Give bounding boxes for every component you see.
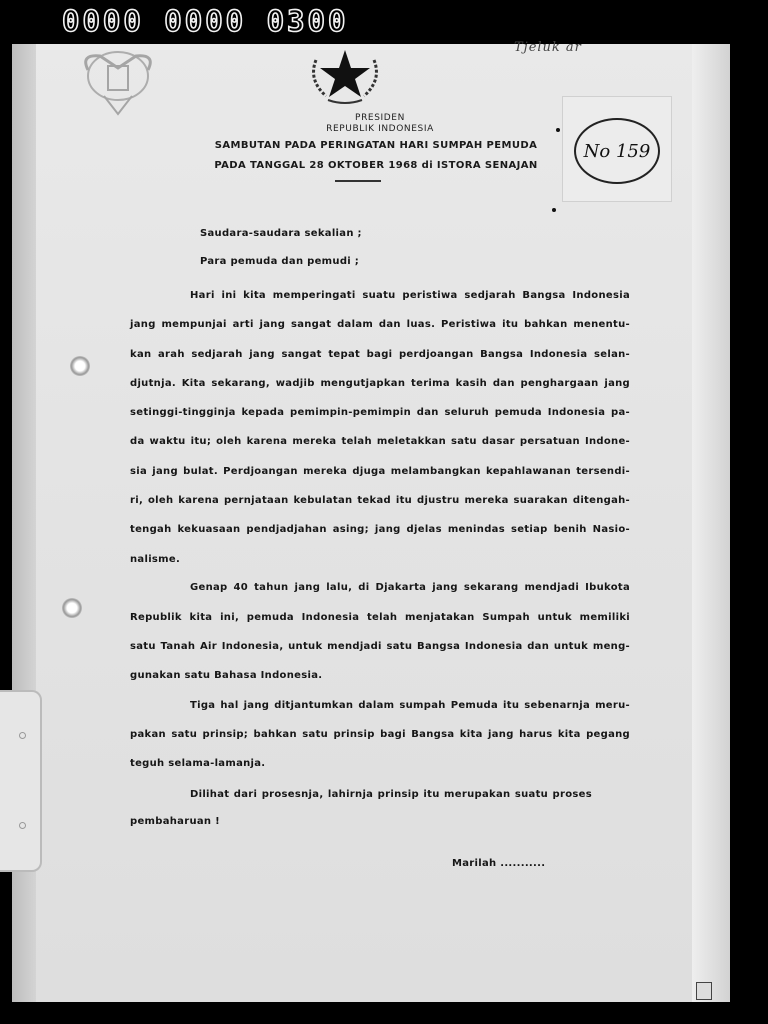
paragraph-line: setinggi-tingginja kepada pemimpin-pemimpin dan seluruh pemuda Indonesia pa-: [130, 407, 630, 418]
archive-number-stamp: No 159: [574, 118, 660, 184]
punch-hole: [62, 598, 82, 618]
continuation-marker: Marilah ...........: [452, 858, 546, 869]
ink-speck: [552, 208, 556, 212]
punch-hole: [70, 356, 90, 376]
clip-rivet: [19, 822, 26, 829]
paragraph-line: Tiga hal jang ditjantumkan dalam sumpah Pemuda itu sebenarnja meru-: [190, 700, 630, 711]
clip-rivet: [19, 732, 26, 739]
paragraph-line: Republik kita ini, pemuda Indonesia telah menjatakan Sumpah untuk memiliki: [130, 612, 630, 623]
salutation: Para pemuda dan pemudi ;: [200, 256, 360, 267]
paragraph-line: pakan satu prinsip; bahkan satu prinsip bagi Bangsa kita jang harus kita pegang: [130, 729, 630, 740]
salutation: Saudara-saudara sekalian ;: [200, 228, 362, 239]
paragraph-line: jang mempunjai arti jang sangat dalam dan luas. Peristiwa itu bahkan menentu-: [130, 319, 630, 330]
handwritten-note: Tjeluk ar: [514, 40, 582, 55]
paragraph-line: teguh selama-lamanja.: [130, 758, 266, 769]
letterhead-republic: REPUBLIK INDONESIA: [326, 124, 434, 134]
paragraph-line: pembaharuan !: [130, 816, 220, 827]
paragraph-line: sia jang bulat. Perdjoangan mereka djuga melambangkan kepahlawanan tersendi-: [130, 466, 630, 477]
paragraph-line: Genap 40 tahun jang lalu, di Djakarta jang sekarang mendjadi Ibukota: [190, 582, 630, 593]
paragraph-line: da waktu itu; oleh karena mereka telah meletakkan satu dasar persatuan Indone-: [130, 436, 630, 447]
paper-right-edge: [690, 44, 730, 1002]
paragraph-line: gunakan satu Bahasa Indonesia.: [130, 670, 323, 681]
presidential-star-seal-icon: [304, 44, 386, 106]
paragraph-line: djutnja. Kita sekarang, wadjib mengutjapkan terima kasih dan penghargaan jang: [130, 378, 630, 389]
paragraph-line: Hari ini kita memperingati suatu peristiwa sedjarah Bangsa Indonesia: [190, 290, 630, 301]
garuda-emblem-icon: [76, 46, 160, 120]
binder-clip: [0, 690, 42, 872]
document-title-line1: SAMBUTAN PADA PERINGATAN HARI SUMPAH PEMUDA: [214, 140, 538, 151]
title-underline: [335, 180, 381, 182]
paragraph-line: satu Tanah Air Indonesia, untuk mendjadi satu Bangsa Indonesia dan untuk meng-: [130, 641, 630, 652]
paragraph-line: kan arah sedjarah jang sangat tepat bagi perdjoangan Bangsa Indonesia selan-: [130, 349, 630, 360]
scan-corner-marker: [696, 982, 712, 1000]
paragraph-line: tengah kekuasaan pendjadjahan asing; jang djelas menindas setiap benih Nasio-: [130, 524, 630, 535]
film-frame-counter: 0000 0000 0300: [62, 4, 349, 38]
paragraph-line: nalisme.: [130, 554, 181, 565]
paragraph-line: ri, oleh karena pernjataan kebulatan tekad itu djustru mereka suarakan ditengah-: [130, 495, 630, 506]
document-title-line2: PADA TANGGAL 28 OKTOBER 1968 di ISTORA SENAJAN: [214, 160, 538, 171]
letterhead-president: PRESIDEN: [355, 113, 405, 123]
ink-speck: [556, 128, 560, 132]
paragraph-line: Dilihat dari prosesnja, lahirnja prinsip itu merupakan suatu proses: [190, 789, 592, 800]
